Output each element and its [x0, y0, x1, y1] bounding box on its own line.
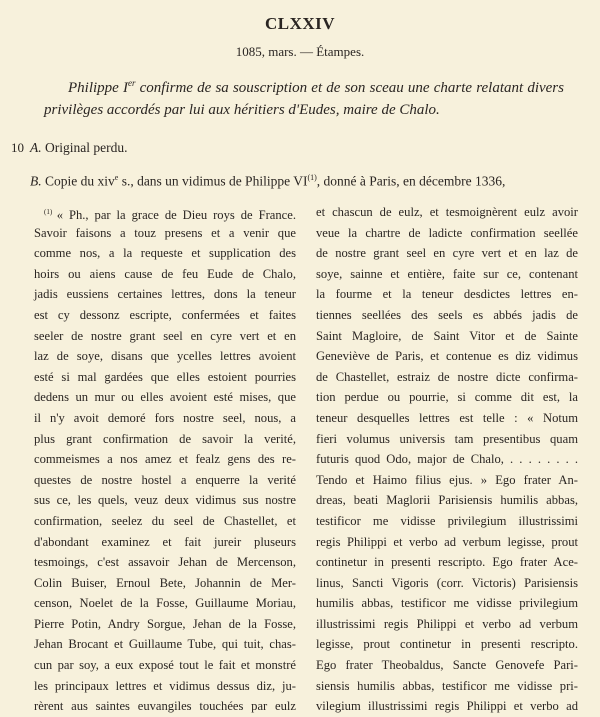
source-b-text-3: , donné à Paris, en décembre 1336,: [316, 173, 506, 189]
footnote-line: questes de nostre hostel a enquerre la verité: [34, 472, 296, 487]
footnote-line: d'abondant examinez et fait jureir pluseurs: [34, 534, 296, 549]
footnote-line: Savoir faisons a touz presens et a venir que: [34, 225, 296, 240]
source-b-siglum: B.: [30, 173, 42, 189]
summary-superscript: er: [127, 78, 136, 88]
footnote-line: $^{(1)}$ « Ph., par la grace de Dieu roys de France.: [44, 208, 296, 223]
footnote-line: les principaux lettres et vidimus dessus diz, ju-: [34, 678, 296, 693]
footnote-left-column: [34, 202, 296, 717]
charter-summary: [44, 72, 564, 121]
footnote-line: tiennes seellées des seels es abbés jadis de: [316, 307, 578, 322]
source-a-text: Original perdu.: [41, 140, 128, 155]
footnote-line: Colin Buiser, Ernoul Bete, Johannin de Mer-: [34, 575, 296, 590]
footnote-line: Ego frater Theobaldus, Sancte Genovefe Pari-: [316, 658, 578, 673]
footnote-line: Pierre Potin, Andry Sorgue, Jehan de la Fosse,: [34, 616, 296, 631]
footnote-line: esté si mal gardées que elles estoient pourries: [34, 369, 296, 384]
footnote-line: tesmoings, c'est assavoir Jehan de Mercenson,: [34, 555, 296, 570]
summary-text-start: Philippe I: [68, 80, 128, 96]
footnote-line: Geneviève de Paris, et contenue es diz vidimus: [316, 349, 578, 364]
footnote-line: et chascun de eulz, et tesmoignèrent eulz avoir: [316, 205, 578, 219]
footnote-line: hoirs ou aiens cause de feu Eude de Chalo,: [34, 266, 296, 281]
footnote-line: linus, Sancti Vigoris (corr. Victoris) Parisiensis: [316, 575, 578, 590]
source-a-siglum: A.: [30, 140, 42, 155]
footnote-line: de Chastellet, estraiz de nostre dicte confirma-: [316, 369, 578, 384]
footnote-right-column: [316, 202, 578, 717]
footnote-line: veue la chartre de ladicte confirmation seellée: [316, 225, 578, 240]
source-b-text-1: Copie du xiv: [41, 173, 115, 189]
margin-line-number: 10: [11, 140, 24, 155]
footnote-line: testificor me vidisse privilegium illustrissimi: [316, 513, 578, 528]
footnote-reference[interactable]: (1): [307, 173, 317, 182]
source-b-text-2: s., dans un vidimus de Philippe VI: [118, 173, 308, 189]
footnote-line: jadis eussiens certaines lettres, dons la teneur: [34, 287, 296, 302]
source-b-century-sup: e: [114, 173, 119, 182]
footnote-line: soye, sainne et entière, faite sur ce, contenant: [316, 266, 578, 281]
footnote-line: comme nos, a la requeste et supplication des: [34, 246, 296, 261]
footnote-line: tion perdue ou pourrie, si comme dit est, la: [316, 390, 578, 405]
footnote-line: est cy dessonz escripte, confermées et faites: [34, 307, 296, 322]
source-a: [30, 140, 570, 156]
footnote-line: siensis humilis abbas, testificor me vidisse pri-: [316, 678, 578, 693]
charter-number: CLXXIV: [264, 14, 336, 33]
footnote-line: illustrissimi regis Philippi et verbo ad verbum: [316, 616, 578, 631]
footnote-line: Jehan Brocant et Guillaume Tube, qui tuit, chas-: [34, 637, 296, 652]
footnote-line: censon, Noelet de la Fosse, Guillaume Moriau,: [34, 596, 296, 611]
footnote-line: dreas, beati Maglorii Parisiensis humilis abbas,: [316, 493, 578, 508]
footnote-line: commeismes a nos amez et fealz gens des re-: [34, 452, 296, 467]
footnote-line: la fourme et la teneur desdictes lettres en-: [316, 287, 578, 302]
footnote-line: humilis abbas, testificor me vidisse privilegium: [316, 596, 578, 611]
footnote-line: cun par soy, a eux exposé tout le fait et monstré: [34, 658, 296, 673]
footnote-line: confirmation, seelez du seel de Chastellet, et: [34, 513, 296, 528]
footnote-line: Saint Magloire, de Saint Vitor et de Sainte: [316, 328, 578, 343]
footnote-line: vilegium illustrissimi regis Philippi et verbo ad: [316, 699, 578, 714]
footnote-line: Tendo et Haimo filius ejus. » Ego frater An-: [316, 472, 578, 487]
footnote-marker: (1): [44, 208, 57, 216]
footnote-line: teneur desquelles lettres est telle : « Notum: [316, 410, 578, 425]
footnote-line: legisse, prout continetur in presenti rescripto.: [316, 637, 578, 652]
footnote-line: regis Philippi et verbo ad verbum legisse, prout: [316, 534, 578, 549]
footnote-line: il n'y avoit demoré fors nostre seel, nous, a: [34, 410, 296, 425]
footnote-line: futuris quod Odo, major de Chalo, . . . . . . . .: [316, 452, 578, 467]
source-b: [30, 173, 570, 190]
summary-text-rest: confirme de sa souscription et de son sceau une charte relatant divers privilèges accordés par lui aux héritiers d'Eudes, maire de Chalo.: [44, 80, 564, 118]
footnote-line: rèrent aus saintes euvangiles touchées par eulz: [34, 699, 296, 714]
footnote-line: fieri volumus universis tam presentibus quam: [316, 431, 578, 446]
footnote-line: dedens un mur ou elles avoient esté mises, que: [34, 390, 296, 405]
footnote-line: sus ce, les quels, veuz deux vidimus sus nostre: [34, 493, 296, 508]
footnote-line: continetur in presenti rescripto. Ego frater Ace-: [316, 555, 578, 570]
dateline: 1085, mars. — Étampes.: [235, 44, 365, 59]
footnote-line: laz de soye, disans que ycelles lettres avoient: [34, 349, 296, 364]
footnote-line: seeler de nostre grant seel en cyre vert et en: [34, 328, 296, 343]
footnote-line: plus grant confirmation de savoir la verité,: [34, 431, 296, 446]
footnote-line: de nostre grant seel en cyre vert et en laz de: [316, 246, 578, 261]
